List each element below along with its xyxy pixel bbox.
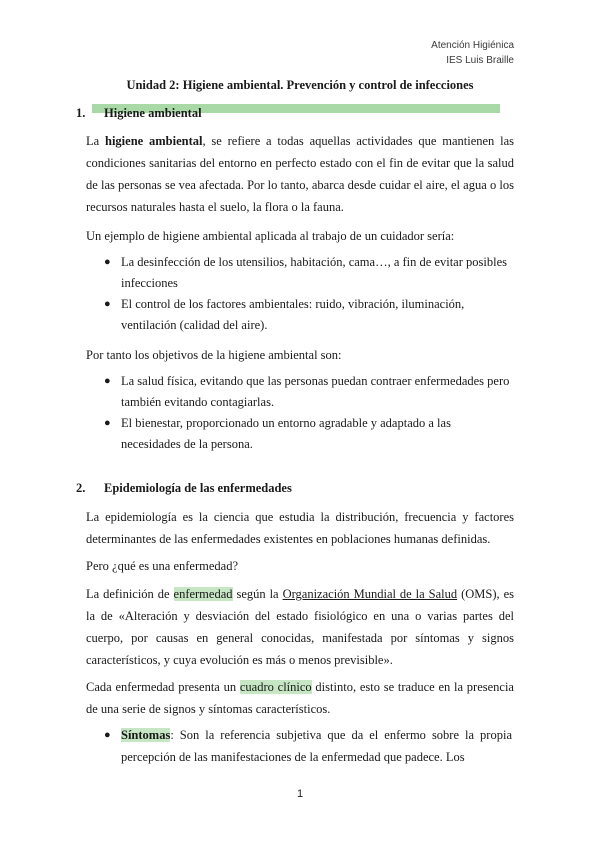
intro-text-start: La [86, 134, 105, 148]
disease-question: Pero ¿qué es una enfermedad? [86, 559, 239, 573]
section1-heading [76, 105, 202, 121]
highlighted-term-cuadro-clinico: cuadro clínico [239, 680, 312, 694]
oms-link[interactable]: Organización Mundial de la Salud [282, 587, 458, 601]
list-item-text: El control de los factores ambientales: ruido, vibración, iluminación, ventilación (calidad del aire). [121, 297, 465, 332]
definition-text-rest: (OMS), es la de «Alteración y desviación del estado fisiológico en una o varias partes del cuerpo, por causas en general conocidas, manifestada por síntomas y signos característicos, y cuya evolución es más o menos previsible». [86, 587, 514, 667]
example-bullet-list [104, 252, 512, 336]
section2-title: Epidemiología de las enfermedades [104, 481, 292, 495]
clinical-picture-paragraph [86, 676, 514, 720]
objectives-intro: Por tanto los objetivos de la higiene ambiental son: [86, 348, 342, 362]
list-item-text: La salud física, evitando que las personas puedan contraer enfermedades pero también evitando contagiarlas. [121, 374, 510, 409]
symptoms-bullet-list [104, 724, 512, 768]
symptoms-term: Síntomas [121, 728, 171, 742]
list-item [104, 252, 512, 294]
definition-text-start: La definición de [86, 587, 174, 601]
header-course: Atención Higiénica [431, 40, 514, 51]
section1-number: 1. [76, 106, 86, 120]
bullet-icon: ● [104, 729, 111, 741]
list-item-text: La desinfección de los utensilios, habitación, cama…, a fin de evitar posibles infecciones [121, 255, 507, 290]
list-item-text: : Son la referencia subjetiva que da el enfermo sobre la propia percepción de las manifestaciones de la enfermedad que padece. Los [121, 728, 512, 764]
bullet-icon: ● [104, 298, 111, 310]
page-number: 1 [296, 788, 304, 800]
document-title: Unidad 2: Higiene ambiental. Prevención y control de infecciones [126, 78, 474, 92]
list-item [104, 371, 512, 413]
definition-text-mid: según la [232, 587, 283, 601]
list-item [104, 413, 512, 455]
objectives-bullet-list [104, 371, 512, 455]
bullet-icon: ● [104, 417, 111, 429]
epidemiology-paragraph: La epidemiología es la ciencia que estudia la distribución, frecuencia y factores determinantes de las enfermedades existentes en poblaciones humanas definidas. [86, 510, 514, 546]
bullet-icon: ● [104, 256, 111, 268]
intro-text-rest: , se refiere a todas aquellas actividades que mantienen las condiciones sanitarias del entorno en perfecto estado con el fin de evitar que la salud de las personas se vea afectada. Por lo tanto, abarca desde cuidar el aire, el agua o los recursos naturales hasta el suelo, la flora o la fauna. [86, 134, 514, 214]
list-item [104, 724, 512, 768]
page-header [431, 38, 514, 68]
section1-intro-paragraph [86, 130, 514, 218]
highlighted-term-enfermedad: enfermedad [173, 587, 233, 601]
example-intro: Un ejemplo de higiene ambiental aplicada al trabajo de un cuidador sería: [86, 229, 455, 243]
section1-title: Higiene ambiental [104, 106, 202, 120]
header-school: IES Luis Braille [446, 55, 514, 66]
bullet-icon: ● [104, 375, 111, 387]
list-item-text: El bienestar, proporcionado un entorno agradable y adaptado a las necesidades de la persona. [121, 416, 451, 451]
disease-definition-paragraph [86, 583, 514, 671]
clinical-text-rest: distinto, esto se traduce en la presencia de una serie de signos y síntomas característicos. [86, 680, 514, 716]
section2-heading [76, 480, 292, 496]
section2-number: 2. [76, 481, 86, 495]
intro-bold-term: higiene ambiental [105, 134, 203, 148]
clinical-text-start: Cada enfermedad presenta un [86, 680, 240, 694]
list-item [104, 294, 512, 336]
